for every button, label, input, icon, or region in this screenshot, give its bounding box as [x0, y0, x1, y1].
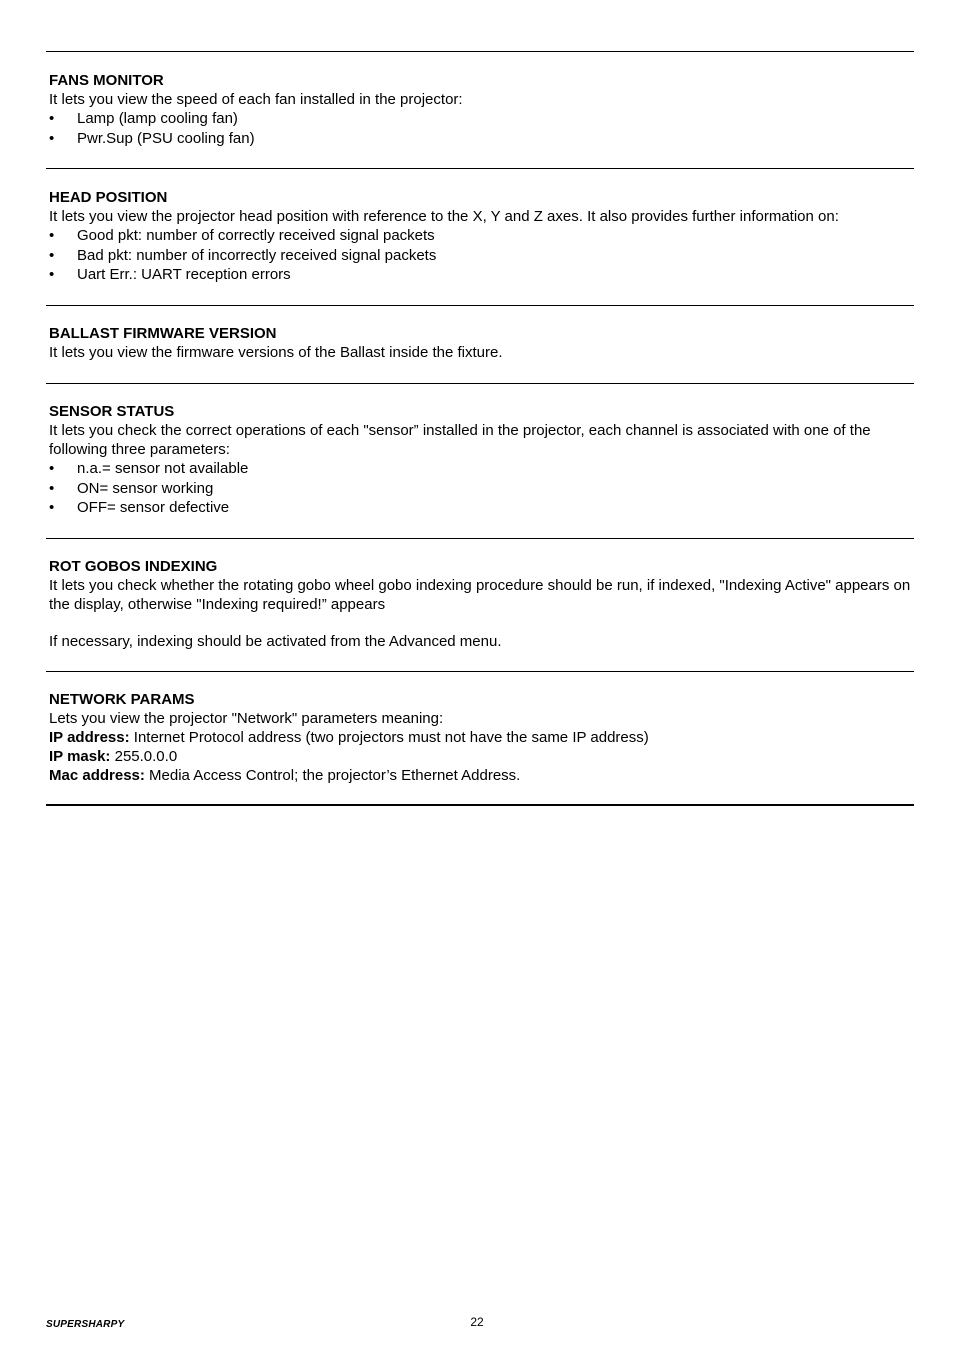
bullet-icon: •	[49, 227, 55, 244]
list-item: • Good pkt: number of correctly received signal packets	[49, 227, 435, 244]
section-fans-monitor	[49, 71, 911, 148]
bullet-list	[49, 226, 911, 285]
section-title: ROT GOBOS INDEXING	[49, 558, 218, 575]
section-divider	[46, 383, 914, 384]
param-mac-address: Mac address: Media Access Control; the projector’s Ethernet Address.	[49, 767, 521, 784]
section-ballast-firmware	[49, 324, 911, 362]
list-item: • OFF= sensor defective	[49, 499, 230, 516]
list-item: • Uart Err.: UART reception errors	[49, 266, 291, 283]
bullet-list	[49, 459, 911, 518]
bullet-icon: •	[49, 110, 55, 127]
section-head-position	[49, 188, 911, 285]
bullet-icon: •	[49, 266, 55, 283]
section-intro: Lets you view the projector "Network" parameters meaning:	[49, 710, 444, 727]
list-item: • Lamp (lamp cooling fan)	[49, 110, 238, 127]
bullet-icon: •	[49, 499, 55, 516]
section-intro: It lets you check whether the rotating gobo wheel gobo indexing procedure should be run, if indexed, "Indexing Active" appears on the display, otherwise "Indexing required!” appears	[49, 577, 911, 613]
bullet-icon: •	[49, 479, 55, 497]
page-number: 22	[470, 1315, 484, 1329]
section-network-params	[49, 690, 911, 785]
section-intro: It lets you view the speed of each fan installed in the projector:	[49, 91, 463, 108]
list-item: • Pwr.Sup (PSU cooling fan)	[49, 129, 255, 147]
section-divider	[46, 538, 914, 539]
section-title: FANS MONITOR	[49, 72, 164, 89]
section-note: If necessary, indexing should be activated from the Advanced menu.	[49, 633, 502, 650]
bullet-icon: •	[49, 460, 55, 477]
bullet-list	[49, 109, 911, 148]
section-divider	[46, 671, 914, 672]
section-title: NETWORK PARAMS	[49, 691, 195, 708]
section-divider	[46, 51, 914, 52]
list-item: • n.a.= sensor not available	[49, 460, 249, 477]
section-divider	[46, 305, 914, 306]
bullet-icon: •	[49, 246, 55, 264]
footer-brand-logo: SUPERSHARPY	[46, 1319, 125, 1330]
section-title: SENSOR STATUS	[49, 403, 175, 420]
section-intro: It lets you view the projector head position with reference to the X, Y and Z axes. It also provides further information on:	[49, 208, 839, 225]
list-item: • Bad pkt: number of incorrectly received signal packets	[49, 246, 437, 264]
section-sensor-status	[49, 402, 911, 518]
section-title: HEAD POSITION	[49, 189, 168, 206]
section-divider	[46, 168, 914, 169]
section-intro: It lets you check the correct operations of each "sensor” installed in the projector, each channel is associated with one of the following three parameters:	[49, 422, 871, 458]
param-ip-address: IP address: Internet Protocol address (two projectors must not have the same IP address)	[49, 729, 649, 746]
param-ip-mask: IP mask: 255.0.0.0	[49, 748, 178, 765]
bullet-icon: •	[49, 129, 55, 147]
section-title: BALLAST FIRMWARE VERSION	[49, 325, 277, 342]
section-rot-gobos-indexing	[49, 557, 911, 651]
list-item: • ON= sensor working	[49, 479, 214, 497]
section-intro: It lets you view the firmware versions of the Ballast inside the fixture.	[49, 344, 503, 361]
section-divider-end	[46, 804, 914, 806]
